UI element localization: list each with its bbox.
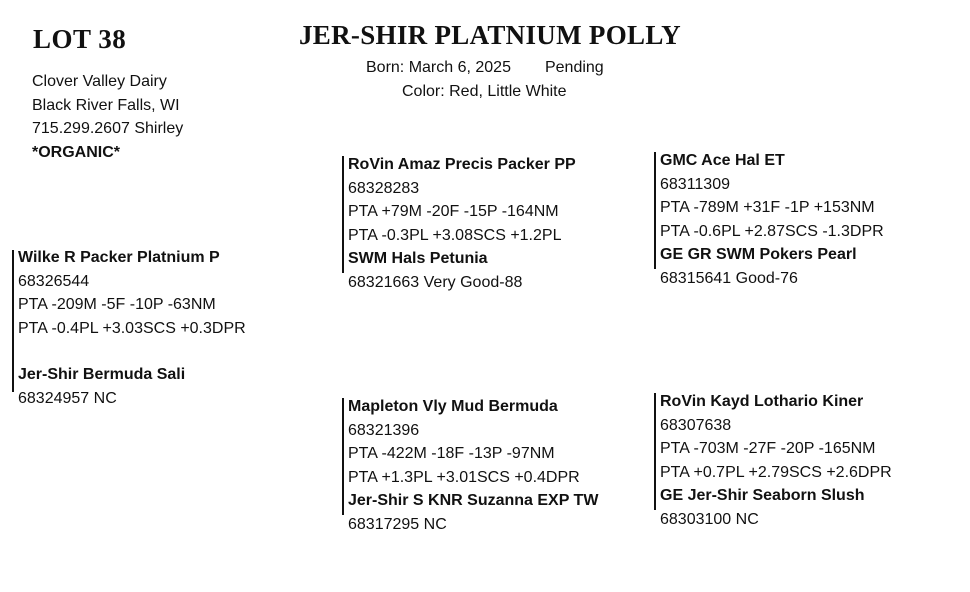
- ds-sire-pta-health: PTA +0.7PL +2.79SCS +2.6DPR: [660, 463, 892, 481]
- animal-color: Color: Red, Little White: [402, 83, 567, 100]
- ds-sire-reg: 68307638: [660, 416, 732, 434]
- consignor-phone: 715.299.2607 Shirley: [32, 120, 184, 137]
- sire-sire-pta-production: PTA +79M -20F -15P -164NM: [348, 203, 559, 220]
- animal-name: JER-SHIR PLATNIUM POLLY: [299, 20, 681, 50]
- ss-sire-reg: 68311309: [660, 175, 730, 193]
- sire-name: Wilke R Packer Platnium P: [18, 249, 220, 266]
- sire-reg: 68326544: [18, 272, 90, 290]
- dam-dam-reg: 68317295 NC: [348, 515, 447, 533]
- lot-number: LOT 38: [33, 24, 127, 54]
- consignor-location: Black River Falls, WI: [32, 96, 180, 114]
- dam-name: Jer-Shir Bermuda Sali: [18, 366, 186, 383]
- birth-date: Born: March 6, 2025: [366, 59, 511, 76]
- ds-sire-name: RoVin Kayd Lothario Kiner: [660, 393, 864, 410]
- ss-sire-name: GMC Ace Hal ET: [660, 152, 785, 169]
- ss-dam-reg: 68315641 Good-76: [660, 269, 798, 287]
- birth-info: [366, 56, 604, 80]
- sire-pta-production: PTA -209M -5F -10P -63NM: [18, 296, 216, 313]
- organic-note: *ORGANIC*: [32, 143, 121, 161]
- ss-sire-pta-health: PTA -0.6PL +2.87SCS -1.3DPR: [660, 222, 884, 240]
- dam-sire-pta-production: PTA -422M -18F -13P -97NM: [348, 445, 555, 462]
- dam-dam-name: Jer-Shir S KNR Suzanna EXP TW: [348, 492, 599, 509]
- ds-dam-name: GE Jer-Shir Seaborn Slush: [660, 487, 865, 504]
- consignor-farm: Clover Valley Dairy: [32, 73, 167, 90]
- sire-pta-health: PTA -0.4PL +3.03SCS +0.3DPR: [18, 319, 246, 337]
- sire-sire-name: RoVin Amaz Precis Packer PP: [348, 156, 576, 173]
- dam-reg: 68324957 NC: [18, 389, 117, 407]
- registration-status: Pending: [544, 59, 604, 76]
- dam-sire-pta-health: PTA +1.3PL +3.01SCS +0.4DPR: [348, 468, 580, 486]
- ss-dam-name: GE GR SWM Pokers Pearl: [660, 246, 857, 263]
- ds-dam-reg: 68303100 NC: [660, 510, 759, 528]
- pedigree-bracket: [12, 250, 14, 392]
- dam-sire-reg: 68321396: [348, 421, 420, 439]
- pedigree-bracket: [342, 398, 344, 515]
- dam-sire-name: Mapleton Vly Mud Bermuda: [348, 398, 558, 415]
- sire-sire-pta-health: PTA -0.3PL +3.08SCS +1.2PL: [348, 226, 562, 244]
- ss-sire-pta-production: PTA -789M +31F -1P +153NM: [660, 199, 875, 216]
- pedigree-bracket: [654, 152, 656, 269]
- consignor-info: [32, 70, 183, 164]
- sire-dam-reg: 68321663 Very Good-88: [348, 273, 523, 291]
- sire-dam-name: SWM Hals Petunia: [348, 250, 488, 267]
- pedigree-bracket: [654, 393, 656, 510]
- pedigree-bracket: [342, 156, 344, 273]
- ds-sire-pta-production: PTA -703M -27F -20P -165NM: [660, 440, 876, 457]
- sire-sire-reg: 68328283: [348, 179, 420, 197]
